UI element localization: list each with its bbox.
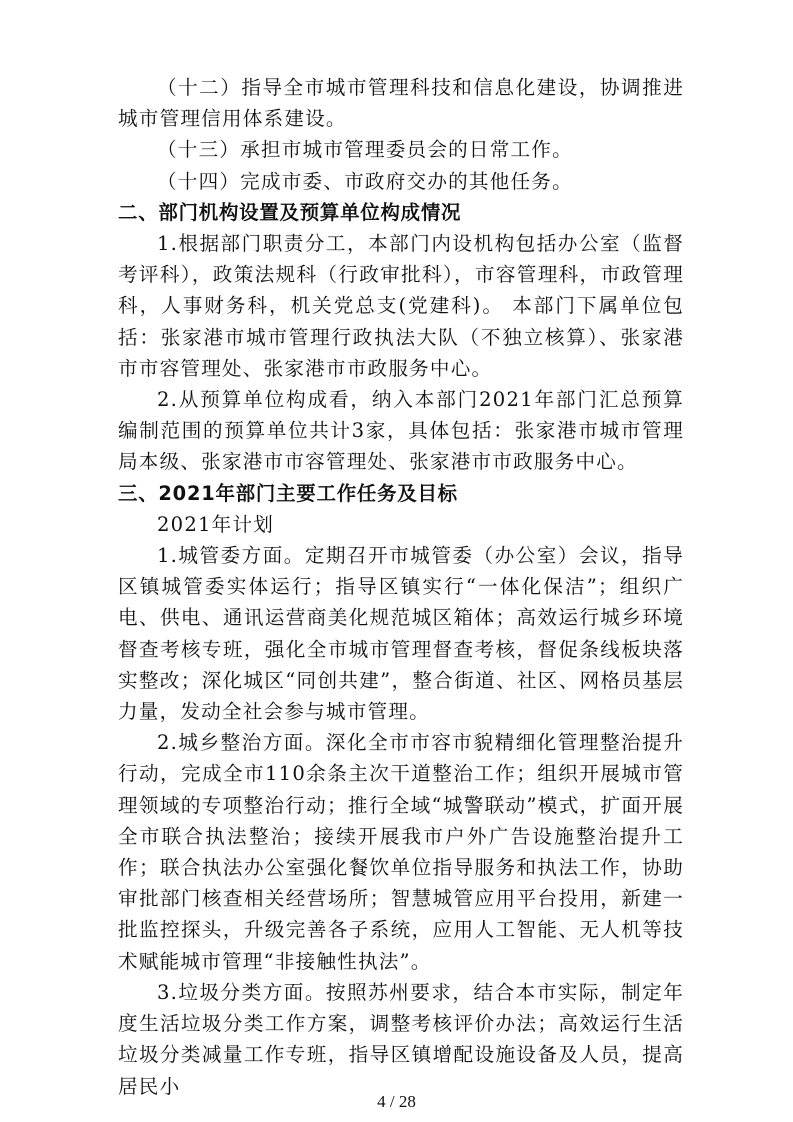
paragraph-city-committee: 1.城管委方面。定期召开市城管委（办公室）会议，指导区镇城管委实体运行；指导区镇实行“一体化保洁”；组织广电、供电、通讯运营商美化规范城区箱体；高效运行城乡环境督查考核专班，强化全市城市管理督查考核，督促条线板块落实整改；深化城区“同创共建”，整合街道、社区、网格员基层力量，发动全社会参与城市管理。 <box>118 544 684 724</box>
paragraph-duty-13: （十三）承担市城市管理委员会的日常工作。 <box>157 138 573 162</box>
paragraph-duty-14: （十四）完成市委、市政府交办的其他任务。 <box>157 169 573 193</box>
section-heading-3: 三、2021年部门主要工作任务及目标 <box>118 481 458 505</box>
paragraph-org-structure: 1.根据部门职责分工，本部门内设机构包括办公室（监督考评科），政策法规科（行政审批科），市容管理科，市政管理科，人事财务科，机关党总支(党建科)。 本部门下属单位包括：张家港市城市管理行政执法大队（不独立核算）、张家港市市容管理处、张家港市市政服务中心。 <box>118 232 684 380</box>
paragraph-urban-rural: 2.城乡整治方面。深化全市市容市貌精细化管理整治提升行动，完成全市110余条主次干道整治工作；组织开展城市管理领域的专项整治行动；推行全域“城警联动”模式，扩面开展全市联合执法整治；接续开展我市户外广告设施整治提升工作；联合执法办公室强化餐饮单位指导服务和执法工作，协助审批部门核查相关经营场所；智慧城管应用平台投用，新建一批监控探头，升级完善各子系统，应用人工智能、无人机等技术赋能城市管理“非接触性执法”。 <box>118 731 684 973</box>
document-body <box>118 72 684 1102</box>
page-number: 4 / 28 <box>377 1092 416 1111</box>
paragraph-plan-label: 2021年计划 <box>157 512 275 536</box>
paragraph-duty-12: （十二）指导全市城市管理科技和信息化建设，协调推进城市管理信用体系建设。 <box>118 76 684 131</box>
section-heading-2: 二、部门机构设置及预算单位构成情况 <box>118 200 462 224</box>
paragraph-budget-units: 2.从预算单位构成看，纳入本部门2021年部门汇总预算编制范围的预算单位共计3家，具体包括：张家港市城市管理局本级、张家港市市容管理处、张家港市市政服务中心。 <box>118 388 684 474</box>
paragraph-waste-sorting: 3.垃圾分类方面。按照苏州要求，结合本市实际，制定年度生活垃圾分类工作方案，调整考核评价办法；高效运行生活垃圾分类减量工作专班，指导区镇增配设施设备及人员，提高居民小 <box>118 980 684 1098</box>
